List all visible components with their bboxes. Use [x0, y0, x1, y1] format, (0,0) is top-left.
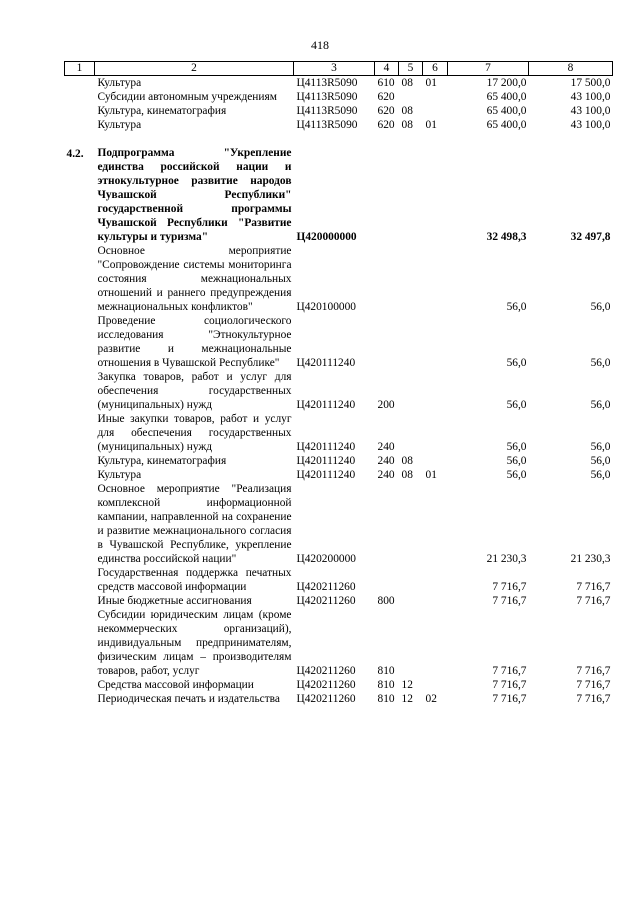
section-code: 08	[401, 77, 413, 89]
table-row	[65, 468, 613, 482]
target-code: Ц420111240	[296, 469, 356, 481]
table-row	[65, 608, 613, 678]
subsection-code	[423, 482, 448, 566]
target-code: Ц420111240	[296, 441, 356, 453]
item-name: Государственная поддержка печатных средств массовой информации	[97, 567, 292, 593]
section-code	[399, 314, 423, 370]
subsection-code: 01	[425, 119, 437, 131]
amount-year-2: 56,0	[590, 469, 611, 481]
amount-year-2: 32 497,8	[570, 231, 611, 243]
amount-year-1: 21 230,3	[486, 553, 527, 565]
section-number	[65, 678, 95, 692]
expense-type	[375, 244, 399, 314]
section-code: 08	[401, 105, 413, 117]
target-code: Ц420211260	[296, 665, 356, 677]
section-number	[65, 454, 95, 468]
section-code: 08	[401, 469, 413, 481]
table-row	[65, 412, 613, 454]
section-number	[65, 104, 95, 118]
target-code: Ц420111240	[296, 357, 356, 369]
amount-year-2: 56,0	[590, 441, 611, 453]
amount-year-2: 21 230,3	[570, 553, 611, 565]
expense-type	[375, 314, 399, 370]
target-code: Ц420111240	[296, 455, 356, 467]
table-row	[65, 244, 613, 314]
subsection-code	[423, 370, 448, 412]
target-code: Ц420211260	[296, 693, 356, 705]
section-number	[65, 482, 95, 566]
amount-year-1: 65 400,0	[486, 119, 527, 131]
target-code: Ц4113R5090	[296, 91, 358, 103]
subsection-code	[423, 454, 448, 468]
table-row	[65, 118, 613, 132]
section-number	[65, 468, 95, 482]
amount-year-1: 65 400,0	[486, 105, 527, 117]
section-code	[399, 90, 423, 104]
expense-type	[375, 566, 399, 594]
amount-year-1: 65 400,0	[486, 91, 527, 103]
header-col-4: 4	[375, 62, 399, 76]
amount-year-2: 56,0	[590, 399, 611, 411]
amount-year-1: 56,0	[506, 357, 527, 369]
section-code	[399, 482, 423, 566]
amount-year-2: 7 716,7	[576, 595, 611, 607]
target-code: Ц4113R5090	[296, 119, 358, 131]
target-code: Ц420100000	[296, 301, 356, 313]
item-name: Культура, кинематография	[97, 455, 227, 467]
amount-year-1: 56,0	[506, 399, 527, 411]
expense-type: 810	[377, 665, 395, 677]
amount-year-1: 7 716,7	[492, 665, 527, 677]
subsection-code	[423, 90, 448, 104]
expense-type: 620	[377, 119, 395, 131]
target-code: Ц4113R5090	[296, 105, 358, 117]
table-row	[65, 678, 613, 692]
item-name: Субсидии автономным учреждениям	[97, 91, 277, 103]
section-code: 08	[401, 119, 413, 131]
header-col-5: 5	[399, 62, 423, 76]
item-name: Субсидии юридическим лицам (кроме некоммерческих организаций), индивидуальным предпринимателям, физическим лицам – производителям товаров, работ, услуг	[97, 609, 292, 677]
expense-type: 800	[377, 595, 395, 607]
spacer-row	[65, 132, 613, 146]
section-code	[399, 608, 423, 678]
expense-type: 810	[377, 679, 395, 691]
subsection-code: 02	[425, 693, 437, 705]
item-name: Культура	[97, 119, 142, 131]
expense-type	[375, 146, 399, 244]
amount-year-1: 56,0	[506, 301, 527, 313]
section-number	[65, 594, 95, 608]
item-name: Основное мероприятие "Реализация комплексной информационной кампании, направленной на сохранение и развитие межнационального согласия в Чувашской Республике, укрепление единства российской нации"	[97, 483, 292, 565]
amount-year-1: 56,0	[506, 455, 527, 467]
table-row	[65, 594, 613, 608]
table-row	[65, 76, 613, 91]
section-number	[65, 692, 95, 706]
header-col-1: 1	[65, 62, 95, 76]
amount-year-2: 7 716,7	[576, 581, 611, 593]
amount-year-1: 7 716,7	[492, 693, 527, 705]
table-header-row	[65, 62, 613, 76]
expense-type: 620	[377, 105, 395, 117]
section-number: 4.2.	[66, 148, 84, 160]
item-name: Иные бюджетные ассигнования	[97, 595, 252, 607]
section-number	[65, 118, 95, 132]
item-name: Проведение социологического исследования "Этнокультурное развитие и межнациональные отношения в Чувашской Республике"	[97, 315, 292, 369]
target-code: Ц420211260	[296, 595, 356, 607]
item-name: Подпрограмма "Укрепление единства российской нации и этнокультурное развитие народов Чувашской Республики" государственной программы Чувашской Республики "Развитие культуры и туризма"	[97, 147, 292, 243]
amount-year-2: 56,0	[590, 301, 611, 313]
expense-type: 810	[377, 693, 395, 705]
expense-type: 610	[377, 77, 395, 89]
item-name: Основное мероприятие "Сопровождение системы мониторинга состояния межнациональных отношений и раннего предупреждения межнациональных конфликтов"	[97, 245, 292, 313]
amount-year-1: 7 716,7	[492, 679, 527, 691]
table-body	[65, 76, 613, 707]
page-number: 418	[311, 38, 329, 52]
subsection-code	[423, 146, 448, 244]
section-code	[399, 594, 423, 608]
amount-year-1: 7 716,7	[492, 581, 527, 593]
table-row	[65, 90, 613, 104]
amount-year-2: 56,0	[590, 357, 611, 369]
expense-type: 240	[377, 455, 395, 467]
subsection-code	[423, 678, 448, 692]
amount-year-2: 43 100,0	[570, 119, 611, 131]
amount-year-2: 7 716,7	[576, 679, 611, 691]
target-code: Ц4113R5090	[296, 77, 358, 89]
subsection-code	[423, 412, 448, 454]
table-row	[65, 146, 613, 244]
section-code	[399, 244, 423, 314]
table-row	[65, 314, 613, 370]
table-row	[65, 566, 613, 594]
section-number	[65, 76, 95, 91]
section-number	[65, 566, 95, 594]
table-row	[65, 692, 613, 706]
subsection-code	[423, 244, 448, 314]
amount-year-2: 7 716,7	[576, 693, 611, 705]
item-name: Закупка товаров, работ и услуг для обеспечения государственных (муниципальных) нужд	[97, 371, 292, 411]
section-number	[65, 370, 95, 412]
header-col-8: 8	[529, 62, 613, 76]
expense-type: 240	[377, 441, 395, 453]
amount-year-2: 17 500,0	[570, 77, 611, 89]
amount-year-2: 43 100,0	[570, 105, 611, 117]
amount-year-2: 43 100,0	[570, 91, 611, 103]
target-code: Ц420200000	[296, 553, 356, 565]
item-name: Периодическая печать и издательства	[97, 693, 280, 705]
header-col-6: 6	[423, 62, 448, 76]
section-code: 08	[401, 455, 413, 467]
amount-year-1: 32 498,3	[486, 231, 527, 243]
subsection-code: 01	[425, 469, 437, 481]
table-row	[65, 104, 613, 118]
item-name: Культура	[97, 469, 142, 481]
subsection-code	[423, 594, 448, 608]
subsection-code: 01	[425, 77, 437, 89]
subsection-code	[423, 608, 448, 678]
expense-type: 620	[377, 91, 395, 103]
amount-year-1: 56,0	[506, 441, 527, 453]
item-name: Культура	[97, 77, 142, 89]
section-number	[65, 608, 95, 678]
amount-year-1: 17 200,0	[486, 77, 527, 89]
section-number	[65, 90, 95, 104]
subsection-code	[423, 314, 448, 370]
target-code: Ц420211260	[296, 679, 356, 691]
expense-type: 200	[377, 399, 395, 411]
section-code	[399, 412, 423, 454]
amount-year-1: 56,0	[506, 469, 527, 481]
target-code: Ц420000000	[296, 231, 357, 243]
amount-year-2: 7 716,7	[576, 665, 611, 677]
item-name: Иные закупки товаров, работ и услуг для обеспечения государственных (муниципальных) нужд	[97, 413, 292, 453]
section-code	[399, 566, 423, 594]
section-code	[399, 370, 423, 412]
spacer-cell	[65, 132, 613, 146]
section-number	[65, 244, 95, 314]
section-code: 12	[401, 679, 413, 691]
table-row	[65, 482, 613, 566]
header-col-2: 2	[95, 62, 294, 76]
section-code	[399, 146, 423, 244]
table-row	[65, 370, 613, 412]
section-number	[65, 314, 95, 370]
header-col-7: 7	[448, 62, 529, 76]
expense-type: 240	[377, 469, 395, 481]
item-name: Средства массовой информации	[97, 679, 254, 691]
target-code: Ц420211260	[296, 581, 356, 593]
amount-year-2: 56,0	[590, 455, 611, 467]
subsection-code	[423, 104, 448, 118]
amount-year-1: 7 716,7	[492, 595, 527, 607]
header-col-3: 3	[294, 62, 375, 76]
section-number	[65, 412, 95, 454]
expense-type	[375, 482, 399, 566]
budget-table	[64, 61, 613, 706]
table-row	[65, 454, 613, 468]
target-code: Ц420111240	[296, 399, 356, 411]
subsection-code	[423, 566, 448, 594]
section-code: 12	[401, 693, 413, 705]
item-name: Культура, кинематография	[97, 105, 227, 117]
